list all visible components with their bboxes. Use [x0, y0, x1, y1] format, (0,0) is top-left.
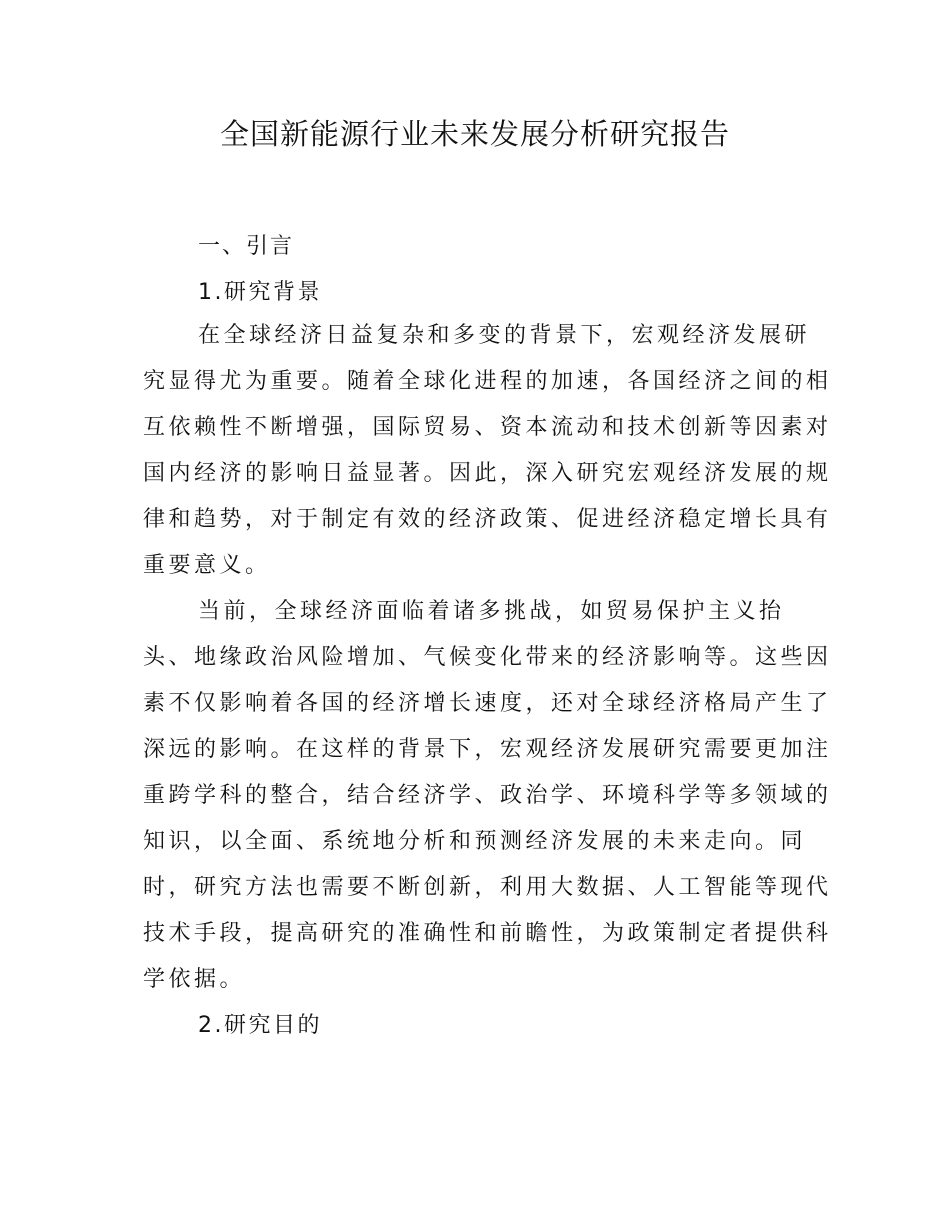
paragraph-1-line: 重要意义。 [143, 553, 271, 578]
document-title: 全国新能源行业未来发展分析研究报告 [219, 117, 730, 151]
paragraph-2-line: 素不仅影响着各国的经济增长速度，还对全球经济格局产生了 [143, 691, 832, 716]
paragraph-2-line: 学依据。 [143, 967, 246, 992]
paragraph-1-line: 在全球经济日益复杂和多变的背景下，宏观经济发展研 [198, 323, 811, 348]
paragraph-2-line: 当前，全球经济面临着诸多挑战，如贸易保护主义抬 [198, 599, 785, 624]
paragraph-1-line: 互依赖性不断增强，国际贸易、资本流动和技术创新等因素对 [143, 415, 832, 440]
paragraph-2-line: 深远的影响。在这样的背景下，宏观经济发展研究需要更加注 [143, 737, 832, 762]
paragraph-1-line: 究显得尤为重要。随着全球化进程的加速，各国经济之间的相 [143, 369, 832, 394]
paragraph-1-line: 律和趋势，对于制定有效的经济政策、促进经济稳定增长具有 [143, 507, 832, 532]
section-heading-introduction: 一、引言 [198, 234, 295, 259]
paragraph-2-line: 时，研究方法也需要不断创新，利用大数据、人工智能等现代 [143, 875, 832, 900]
paragraph-2-line: 知识，以全面、系统地分析和预测经济发展的未来走向。同 [143, 829, 807, 854]
paragraph-1-line: 国内经济的影响日益显著。因此，深入研究宏观经济发展的规 [143, 461, 832, 486]
paragraph-2-line: 技术手段，提高研究的准确性和前瞻性，为政策制定者提供科 [143, 921, 832, 946]
paragraph-2-line: 头、地缘政治风险增加、气候变化带来的经济影响等。这些因 [143, 645, 832, 670]
subsection-heading-objectives: 2.研究目的 [198, 1013, 322, 1038]
paragraph-2-line: 重跨学科的整合，结合经济学、政治学、环境科学等多领域的 [143, 783, 832, 808]
subsection-heading-background: 1.研究背景 [198, 280, 322, 305]
